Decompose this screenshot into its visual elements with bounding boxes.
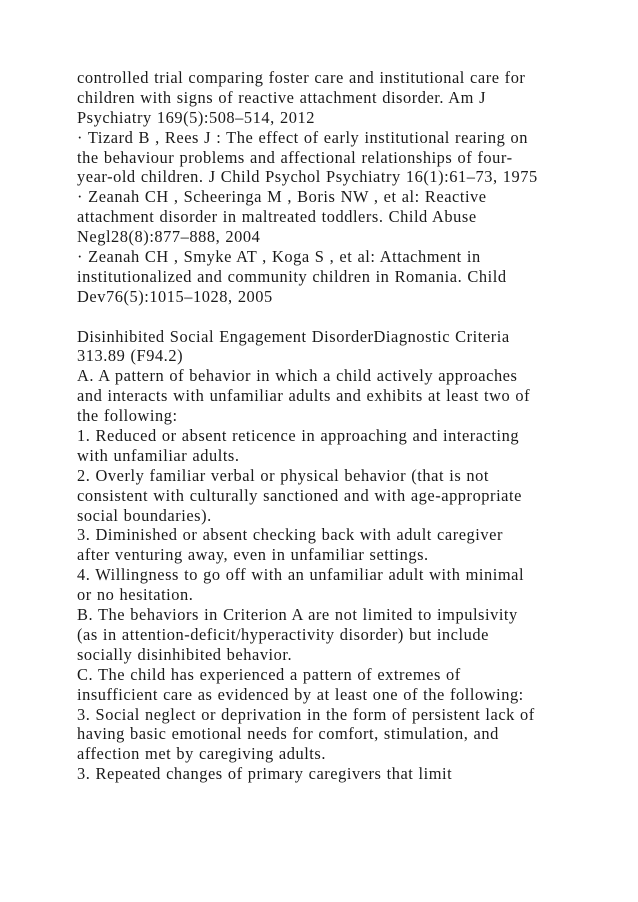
criteria-line: affection met by caregiving adults. [77,744,326,764]
reference-line: institutionalized and community children in Romania. Child [77,266,507,286]
reference-line: Dev76(5):1015–1028, 2005 [77,286,273,306]
criteria-line: insufficient care as evidenced by at least one of the following: [77,684,524,704]
criteria-line: B. The behaviors in Criterion A are not limited to impulsivity [77,605,518,625]
document-page [77,68,622,784]
section-heading-line: 313.89 (F94.2) [77,346,184,366]
reference-line: year-old children. J Child Psychol Psychiatry 16(1):61–73, 1975 [77,167,538,187]
criteria-line: 3. Diminished or absent checking back with adult caregiver [77,525,503,545]
criteria-line: 2. Overly familiar verbal or physical behavior (that is not [77,465,489,485]
criteria-line: after venturing away, even in unfamiliar settings. [77,545,429,565]
criteria-line: consistent with culturally sanctioned and with age-appropriate [77,485,522,505]
section-heading-line: Disinhibited Social Engagement DisorderDiagnostic Criteria [77,326,510,346]
criteria-line: and interacts with unfamiliar adults and exhibits at least two of [77,386,531,406]
criteria-line: socially disinhibited behavior. [77,644,293,664]
reference-line: children with signs of reactive attachment disorder. Am J [77,87,487,107]
criteria-section [77,327,622,784]
criteria-line: (as in attention-deficit/hyperactivity disorder) but include [77,624,489,644]
references-block [77,68,622,307]
criteria-line: having basic emotional needs for comfort, stimulation, and [77,724,499,744]
reference-line: controlled trial comparing foster care and institutional care for [77,68,526,87]
criteria-line: A. A pattern of behavior in which a child actively approaches [77,366,518,386]
criteria-line: with unfamiliar adults. [77,445,240,465]
criteria-line: 3. Social neglect or deprivation in the form of persistent lack of [77,704,535,724]
criteria-line: or no hesitation. [77,585,194,605]
reference-line: Negl28(8):877–888, 2004 [77,227,261,247]
reference-line: · Tizard B , Rees J : The effect of early institutional rearing on [77,127,528,147]
reference-line: Psychiatry 169(5):508–514, 2012 [77,107,315,127]
reference-line: · Zeanah CH , Scheeringa M , Boris NW , et al: Reactive [77,187,487,207]
reference-line: · Zeanah CH , Smyke AT , Koga S , et al: Attachment in [77,247,481,267]
criteria-line: 1. Reduced or absent reticence in approaching and interacting [77,426,520,446]
reference-line: the behaviour problems and affectional relationships of four- [77,147,513,167]
reference-line: attachment disorder in maltreated toddlers. Child Abuse [77,207,477,227]
criteria-line: C. The child has experienced a pattern of extremes of [77,664,461,684]
paragraph-spacer [77,307,622,327]
criteria-line: social boundaries). [77,505,212,525]
criteria-line: 3. Repeated changes of primary caregivers that limit [77,764,453,784]
criteria-line: the following: [77,406,178,426]
criteria-line: 4. Willingness to go off with an unfamiliar adult with minimal [77,565,525,585]
